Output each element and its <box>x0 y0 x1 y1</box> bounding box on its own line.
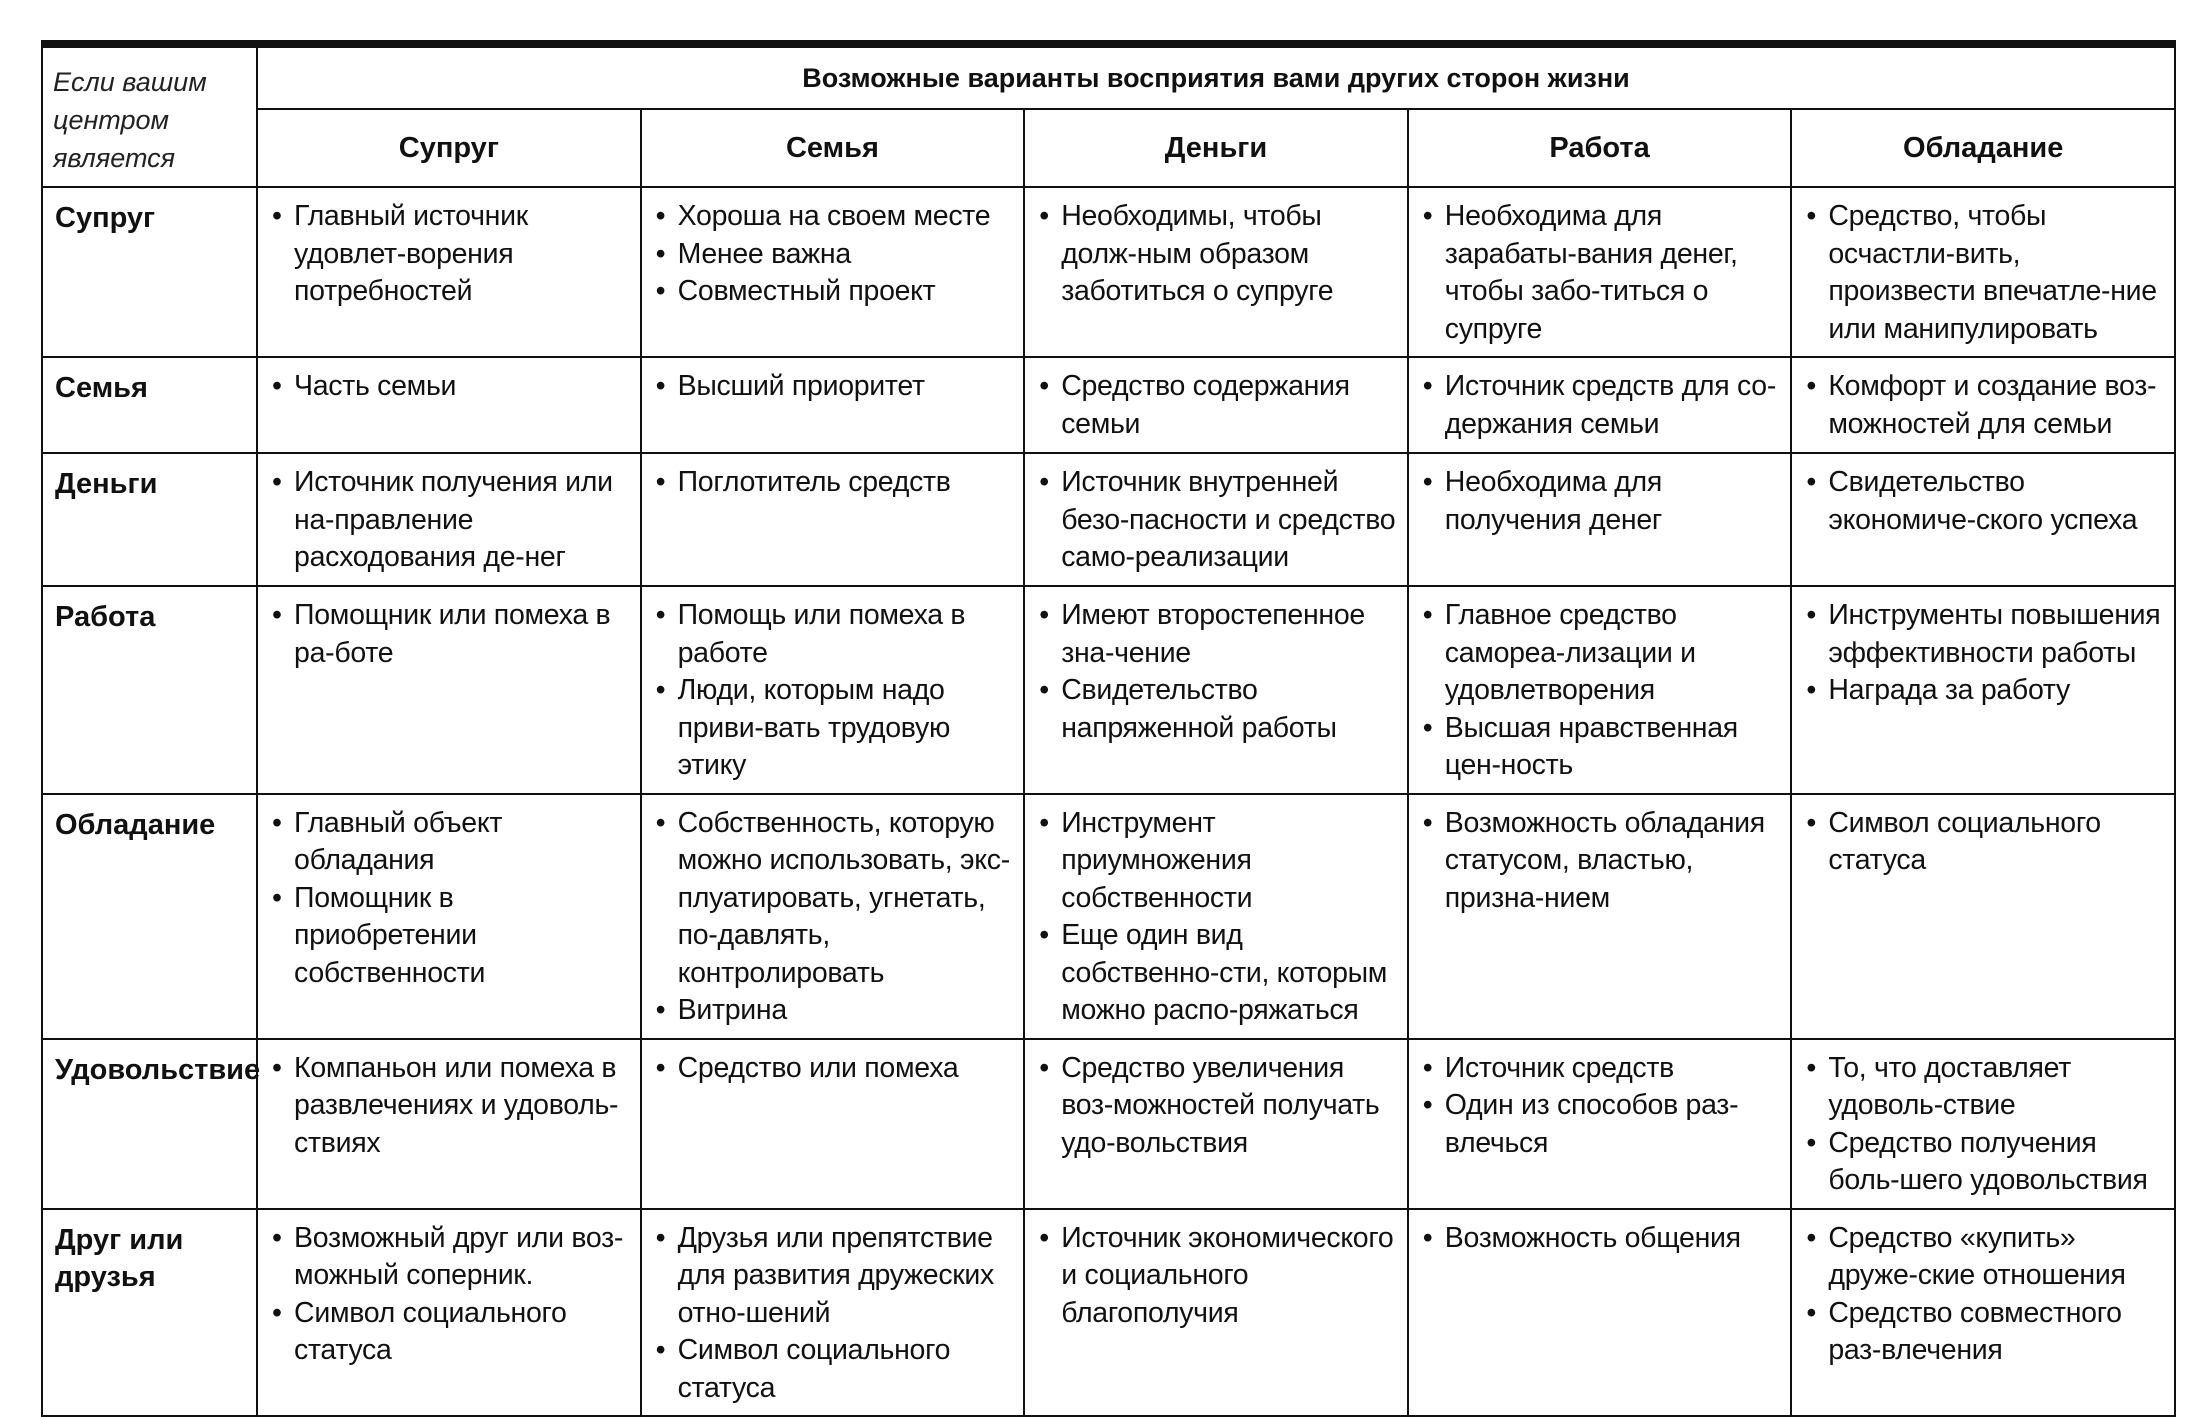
bullet-list <box>1037 1050 1399 1163</box>
bullet-item: • Витрина <box>654 992 1016 1030</box>
table-cell <box>1024 357 1408 453</box>
bullet-item: • Имеют второстепенное зна-чение <box>1037 597 1399 672</box>
row-header: Работа <box>42 586 257 794</box>
bullet-item: • Комфорт и создание воз-можностей для семьи <box>1804 368 2166 443</box>
bullet-list <box>270 368 632 406</box>
bullet-list <box>270 597 632 672</box>
bullet-item: • Символ социального статуса <box>654 1332 1016 1407</box>
bullet-list <box>270 1050 632 1163</box>
table-cell <box>1024 453 1408 586</box>
bullet-list <box>270 1220 632 1370</box>
table-cell <box>1791 1039 2175 1209</box>
table-cell <box>641 1209 1025 1417</box>
bullet-list <box>654 805 1016 1030</box>
bullet-item: • Свидетельство экономиче-ского успеха <box>1804 464 2166 539</box>
bullet-list <box>1421 805 1783 918</box>
bullet-item: • Необходимы, чтобы долж-ным образом заботиться о супруге <box>1037 198 1399 311</box>
table-cell <box>641 586 1025 794</box>
bullet-list <box>654 1050 1016 1088</box>
row-header: Обладание <box>42 794 257 1039</box>
bullet-item: • Средство содержания семьи <box>1037 368 1399 443</box>
table-cell <box>257 453 641 586</box>
bullet-item: • Высшая нравственная цен-ность <box>1421 710 1783 785</box>
bullet-list <box>654 597 1016 785</box>
life-centers-table <box>41 40 2176 1417</box>
table-cell <box>1408 794 1792 1039</box>
bullet-item: • Источник получения или на-правление расходования де-нег <box>270 464 632 577</box>
table-cell <box>1024 1209 1408 1417</box>
bullet-item: • Источник экономического и социального благополучия <box>1037 1220 1399 1333</box>
bullet-item: • Средство увеличения воз-можностей получать удо-вольствия <box>1037 1050 1399 1163</box>
bullet-item: • Источник средств <box>1421 1050 1783 1088</box>
bullet-list <box>1037 368 1399 443</box>
bullet-item: • Совместный проект <box>654 273 1016 311</box>
bullet-list <box>1037 597 1399 747</box>
bullet-item: • Средство или помеха <box>654 1050 1016 1088</box>
bullet-item: • Поглотитель средств <box>654 464 1016 502</box>
bullet-list <box>654 368 1016 406</box>
table-cell <box>257 1209 641 1417</box>
bullet-list <box>270 198 632 311</box>
bullet-list <box>270 805 632 993</box>
bullet-list <box>1804 805 2166 880</box>
table-cell <box>641 1039 1025 1209</box>
bullet-item: • Возможность обладания статусом, властью, призна-нием <box>1421 805 1783 918</box>
table-cell <box>1408 453 1792 586</box>
table-cell <box>1791 794 2175 1039</box>
bullet-item: • Средство «купить» друже-ские отношения <box>1804 1220 2166 1295</box>
bullet-item: • То, что доставляет удоволь-ствие <box>1804 1050 2166 1125</box>
bullet-list <box>1804 1220 2166 1370</box>
table-row <box>42 357 2175 453</box>
bullet-list <box>270 464 632 577</box>
bullet-list <box>654 464 1016 502</box>
bullet-item: • Возможный друг или воз-можный соперник. <box>270 1220 632 1295</box>
column-header: Супруг <box>257 109 641 187</box>
bullet-list <box>1804 368 2166 443</box>
table-cell <box>1024 794 1408 1039</box>
table-cell <box>1791 187 2175 357</box>
bullet-item: • Высший приоритет <box>654 368 1016 406</box>
row-header: Деньги <box>42 453 257 586</box>
table-row <box>42 1039 2175 1209</box>
table-cell <box>1408 187 1792 357</box>
table-cell <box>641 794 1025 1039</box>
bullet-item: • Люди, которым надо приви-вать трудовую этику <box>654 672 1016 785</box>
bullet-list <box>1421 464 1783 539</box>
bullet-list <box>1804 198 2166 348</box>
table-cell <box>1024 187 1408 357</box>
bullet-item: • Средство, чтобы осчастли-вить, произвести впечатле-ние или манипулировать <box>1804 198 2166 348</box>
bullet-item: • Главный объект обладания <box>270 805 632 880</box>
bullet-item: • Средство получения боль-шего удовольствия <box>1804 1125 2166 1200</box>
table-cell <box>1791 357 2175 453</box>
table-cell <box>1408 1209 1792 1417</box>
bullet-item: • Необходима для получения денег <box>1421 464 1783 539</box>
table-cell <box>257 187 641 357</box>
bullet-item: • Награда за работу <box>1804 672 2166 710</box>
table-cell <box>641 187 1025 357</box>
column-header: Деньги <box>1024 109 1408 187</box>
table-cell <box>1408 357 1792 453</box>
bullet-list <box>1037 198 1399 311</box>
bullet-item: • Часть семьи <box>270 368 632 406</box>
table-cell <box>257 357 641 453</box>
table-cell <box>641 453 1025 586</box>
bullet-list <box>1804 1050 2166 1200</box>
table-cell <box>1791 453 2175 586</box>
bullet-item: • Инструменты повышения эффективности работы <box>1804 597 2166 672</box>
bullet-item: • Источник средств для со-держания семьи <box>1421 368 1783 443</box>
bullet-list <box>1421 368 1783 443</box>
bullet-item: • Инструмент приумножения собственности <box>1037 805 1399 918</box>
bullet-item: • Средство совместного раз-влечения <box>1804 1295 2166 1370</box>
bullet-item: • Собственность, которую можно использовать, экс-плуатировать, угнетать, по-давлять, контролировать <box>654 805 1016 993</box>
table-row <box>42 187 2175 357</box>
table-row <box>42 794 2175 1039</box>
bullet-list <box>1804 597 2166 710</box>
bullet-item: • Один из способов раз-влечься <box>1421 1087 1783 1162</box>
bullet-item: • Возможность общения <box>1421 1220 1783 1258</box>
bullet-list <box>1037 1220 1399 1333</box>
bullet-item: • Источник внутренней безо-пасности и средство само-реализации <box>1037 464 1399 577</box>
bullet-item: • Необходима для зарабаты-вания денег, чтобы забо-титься о супруге <box>1421 198 1783 348</box>
column-header: Семья <box>641 109 1025 187</box>
table-row <box>42 453 2175 586</box>
table-cell <box>1408 1039 1792 1209</box>
bullet-item: • Хороша на своем месте <box>654 198 1016 236</box>
bullet-list <box>1037 464 1399 577</box>
bullet-item: • Символ социального статуса <box>270 1295 632 1370</box>
column-header: Обладание <box>1791 109 2175 187</box>
table-cell <box>1791 586 2175 794</box>
column-header: Работа <box>1408 109 1792 187</box>
bullet-item: • Символ социального статуса <box>1804 805 2166 880</box>
table-cell <box>1024 586 1408 794</box>
bullet-item: • Помощь или помеха в работе <box>654 597 1016 672</box>
bullet-list <box>654 198 1016 311</box>
bullet-item: • Друзья или препятствие для развития дружеских отно-шений <box>654 1220 1016 1333</box>
bullet-list <box>1421 597 1783 785</box>
bullet-list <box>1421 1220 1783 1258</box>
table-cell <box>257 794 641 1039</box>
corner-label: Если вашим центром является <box>53 67 207 173</box>
table-cell <box>1024 1039 1408 1209</box>
row-header: Друг или друзья <box>42 1209 257 1417</box>
bullet-item: • Главный источник удовлет-ворения потребностей <box>270 198 632 311</box>
bullet-list <box>1037 805 1399 1030</box>
table-row <box>42 586 2175 794</box>
table-cell <box>641 357 1025 453</box>
bullet-item: • Помощник в приобретении собственности <box>270 880 632 993</box>
row-header: Супруг <box>42 187 257 357</box>
table-row <box>42 1209 2175 1417</box>
table-cell <box>1791 1209 2175 1417</box>
bullet-item: • Свидетельство напряженной работы <box>1037 672 1399 747</box>
bullet-item: • Компаньон или помеха в развлечениях и удоволь-ствиях <box>270 1050 632 1163</box>
table-cell <box>257 1039 641 1209</box>
bullet-list <box>654 1220 1016 1408</box>
bullet-list <box>1804 464 2166 539</box>
row-header: Удовольствие <box>42 1039 257 1209</box>
bullet-item: • Менее важна <box>654 236 1016 274</box>
row-header: Семья <box>42 357 257 453</box>
bullet-item: • Помощник или помеха в ра-боте <box>270 597 632 672</box>
bullet-list <box>1421 198 1783 348</box>
group-title: Возможные варианты восприятия вами других сторон жизни <box>257 44 2175 109</box>
table-cell <box>1408 586 1792 794</box>
bullet-item: • Еще один вид собственно-сти, которым можно распо-ряжаться <box>1037 917 1399 1030</box>
bullet-list <box>1421 1050 1783 1163</box>
corner-label-cell <box>42 44 257 187</box>
bullet-item: • Главное средство самореа-лизации и удовлетворения <box>1421 597 1783 710</box>
table-cell <box>257 586 641 794</box>
table-body <box>42 187 2175 1416</box>
